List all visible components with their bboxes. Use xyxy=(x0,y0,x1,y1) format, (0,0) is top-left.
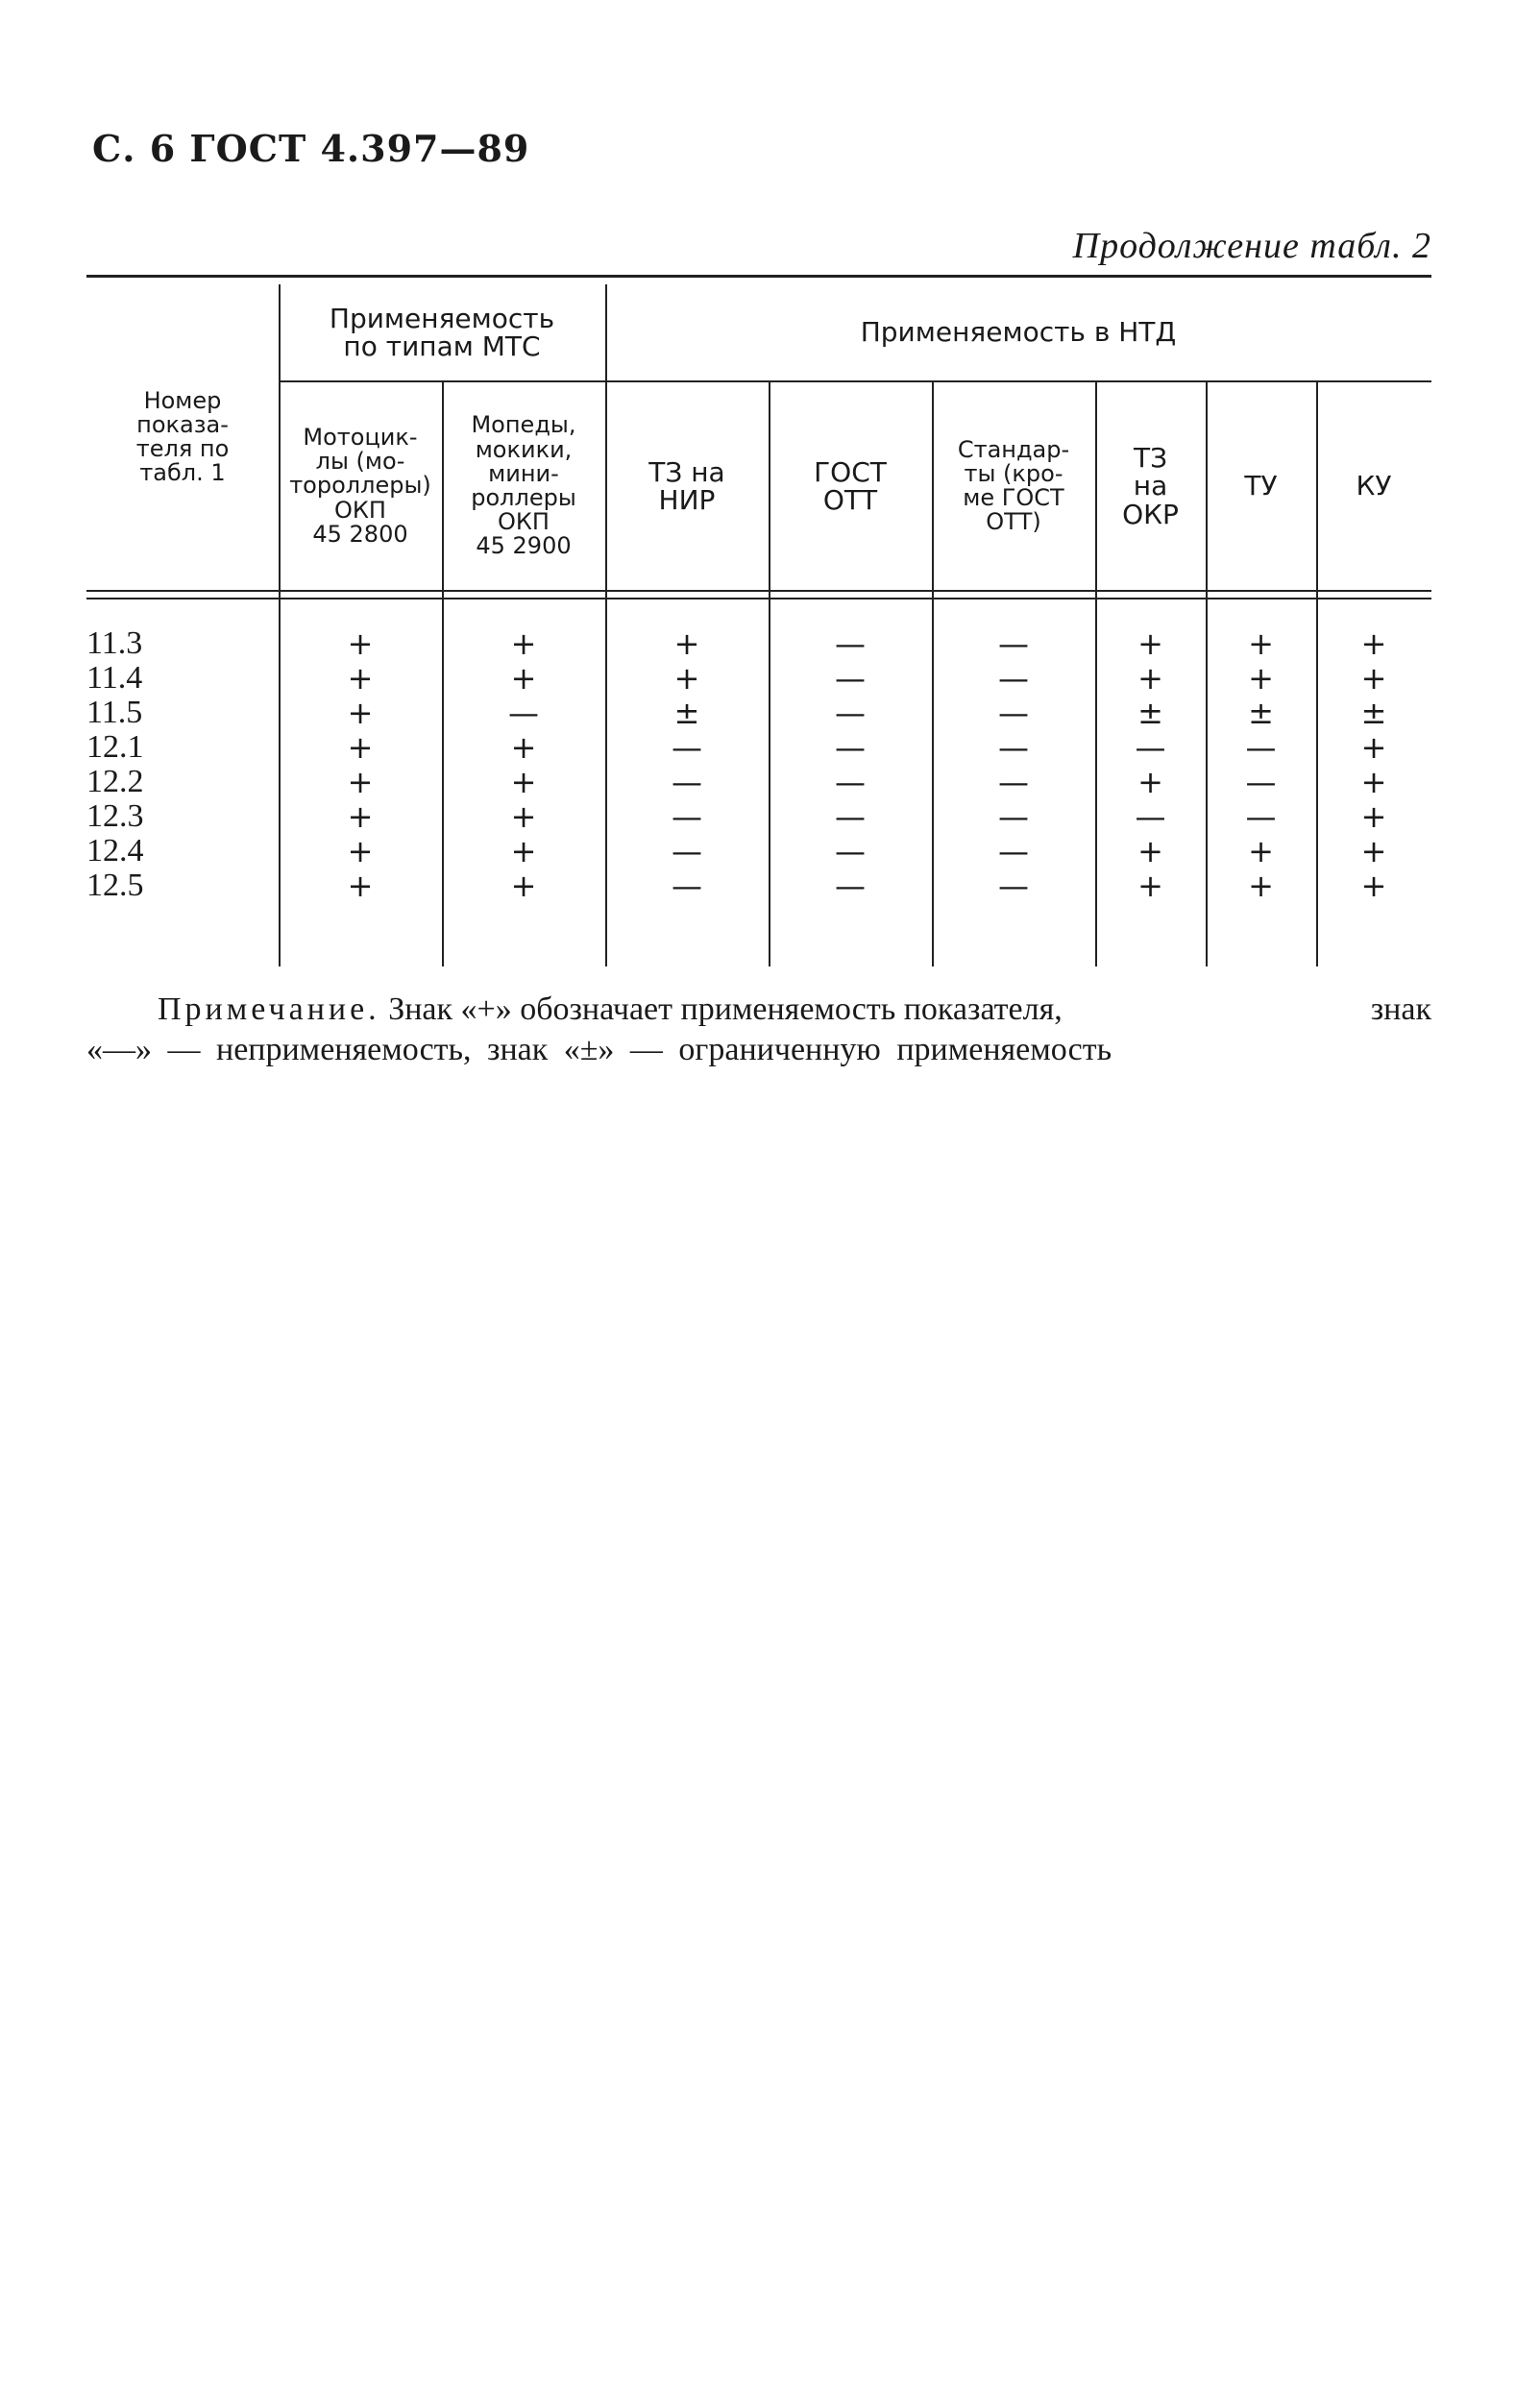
applicability-mark: + xyxy=(347,798,374,835)
applicability-mark: + xyxy=(510,729,537,766)
applicability-mark: — xyxy=(672,798,702,835)
applicability-mark: + xyxy=(1248,868,1274,904)
applicability-mark: — xyxy=(672,833,702,869)
applicability-mark: — xyxy=(1135,729,1166,766)
header-group-ntd: Применяемость в НТД xyxy=(860,316,1177,349)
table-top-rule xyxy=(86,275,1431,278)
applicability-mark: + xyxy=(1137,868,1163,904)
header-col-motorcycles: Мотоцик- лы (мо- тороллеры) ОКП 45 2800 xyxy=(289,424,431,548)
applicability-mark: — xyxy=(998,729,1029,766)
applicability-mark: + xyxy=(1137,625,1163,662)
table-note xyxy=(86,990,1431,1070)
row-indicator-number: 11.5 xyxy=(86,695,143,730)
applicability-mark: + xyxy=(1137,764,1163,800)
applicability-mark: + xyxy=(1248,625,1274,662)
note-text xyxy=(158,990,1063,1030)
applicability-mark: — xyxy=(1245,764,1277,800)
header-col-standards: Стандар- ты (кро- ме ГОСТ ОТТ) xyxy=(957,435,1070,536)
applicability-mark: — xyxy=(998,695,1029,731)
row-indicator-number: 12.5 xyxy=(86,868,144,903)
row-indicator-number: 12.1 xyxy=(86,729,144,765)
applicability-mark: — xyxy=(998,868,1029,904)
applicability-mark: + xyxy=(1360,660,1387,697)
row-indicator-number: 12.2 xyxy=(86,764,144,799)
applicability-mark: + xyxy=(1360,833,1387,869)
header-indicator-number: Номер показа- теля по табл. 1 xyxy=(135,386,230,487)
note-label: Примечание. xyxy=(158,991,380,1027)
header-bottom-rule-2 xyxy=(86,598,1431,599)
applicability-mark: — xyxy=(508,695,539,731)
applicability-mark: ± xyxy=(1360,695,1387,731)
page-header: С. 6 ГОСТ 4.397—89 xyxy=(92,127,530,170)
applicability-mark: + xyxy=(1248,660,1274,697)
applicability-mark: + xyxy=(347,695,374,731)
header-col-ku: КУ xyxy=(1356,470,1392,502)
applicability-mark: — xyxy=(835,729,866,766)
applicability-mark: + xyxy=(510,833,537,869)
applicability-mark: + xyxy=(1360,764,1387,800)
row-indicator-number: 12.4 xyxy=(86,833,144,868)
table-continuation-caption: Продолжение табл. 2 xyxy=(1072,226,1431,266)
applicability-mark: — xyxy=(998,660,1029,697)
applicability-mark: — xyxy=(998,764,1029,800)
applicability-mark: + xyxy=(510,764,537,800)
applicability-mark: — xyxy=(835,695,866,731)
applicability-mark: — xyxy=(672,764,702,800)
applicability-mark: + xyxy=(1248,833,1274,869)
applicability-mark: ± xyxy=(1248,695,1274,731)
header-col-mopeds: Мопеды, мокики, мини- роллеры ОКП 45 2900 xyxy=(471,411,576,560)
header-col-tu: ТУ xyxy=(1244,470,1278,502)
applicability-mark: — xyxy=(835,764,866,800)
applicability-mark: + xyxy=(347,833,374,869)
applicability-mark: + xyxy=(510,798,537,835)
note-line-1 xyxy=(86,990,1431,1030)
header-col-tz-okr: ТЗ на ОКР xyxy=(1122,441,1179,530)
header-col-tz-nir: ТЗ на НИР xyxy=(648,455,725,516)
applicability-mark: + xyxy=(347,660,374,697)
applicability-mark: — xyxy=(1135,798,1166,835)
applicability-mark: + xyxy=(510,660,537,697)
applicability-mark: — xyxy=(1245,729,1277,766)
note-line-2: «—» — неприменяемость, знак «±» — ограниченную применяемость xyxy=(86,1032,1112,1067)
row-indicator-number: 11.3 xyxy=(86,625,143,661)
applicability-mark: — xyxy=(835,833,866,869)
applicability-mark: + xyxy=(1360,868,1387,904)
applicability-mark: + xyxy=(1360,798,1387,835)
row-indicator-number: 12.3 xyxy=(86,798,144,834)
applicability-mark: ± xyxy=(673,695,700,731)
applicability-mark: — xyxy=(1245,798,1277,835)
applicability-mark: — xyxy=(998,798,1029,835)
applicability-mark: + xyxy=(347,764,374,800)
applicability-mark: — xyxy=(835,798,866,835)
applicability-mark: ± xyxy=(1137,695,1163,731)
applicability-mark: + xyxy=(673,660,700,697)
applicability-mark: + xyxy=(1137,833,1163,869)
applicability-mark: + xyxy=(1137,660,1163,697)
applicability-mark: — xyxy=(835,868,866,904)
applicability-mark: + xyxy=(347,625,374,662)
applicability-mark: — xyxy=(835,625,866,662)
applicability-mark: — xyxy=(998,625,1029,662)
applicability-mark: + xyxy=(347,729,374,766)
applicability-mark: — xyxy=(672,729,702,766)
applicability-mark: — xyxy=(835,660,866,697)
applicability-mark: — xyxy=(998,833,1029,869)
applicability-mark: + xyxy=(673,625,700,662)
applicability-mark: + xyxy=(1360,729,1387,766)
applicability-mark: + xyxy=(510,868,537,904)
header-group-mts: Применяемость по типам МТС xyxy=(329,302,555,362)
applicability-mark: + xyxy=(510,625,537,662)
applicability-table xyxy=(86,275,1431,966)
note-line-1-end: знак xyxy=(1370,991,1431,1027)
applicability-mark: — xyxy=(672,868,702,904)
header-bottom-rule-1 xyxy=(86,590,1431,592)
applicability-mark: + xyxy=(347,868,374,904)
note-line-1-text: Знак «+» обозначает применяемость показателя, xyxy=(388,991,1063,1027)
row-indicator-number: 11.4 xyxy=(86,660,143,696)
header-col-gost-ott: ГОСТ ОТТ xyxy=(814,455,887,516)
applicability-mark: + xyxy=(1360,625,1387,662)
